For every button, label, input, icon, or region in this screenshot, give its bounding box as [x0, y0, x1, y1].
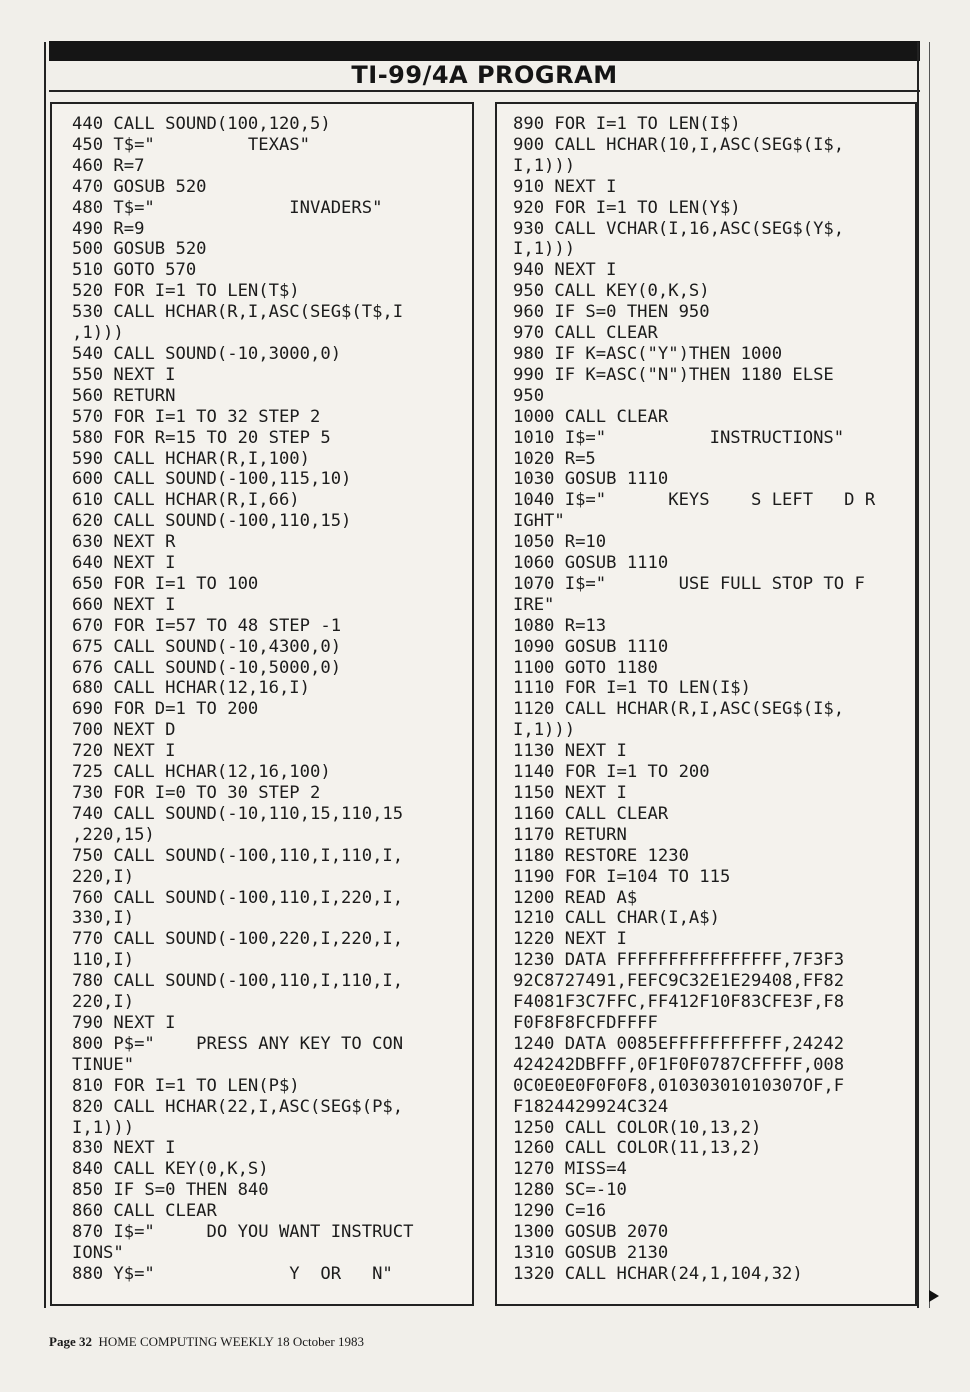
page-frame-right — [917, 42, 919, 1308]
page-frame-left — [44, 42, 46, 1308]
code-line: F0F8F8FCFDFFFF — [513, 1012, 658, 1033]
code-line: IONS" — [72, 1242, 124, 1263]
code-line: 660 NEXT I — [72, 594, 176, 615]
code-line: 1130 NEXT I — [513, 741, 627, 762]
continue-arrow-icon — [929, 1290, 939, 1302]
code-line: 1140 FOR I=1 TO 200 — [513, 762, 710, 783]
code-line: I,1))) — [513, 720, 576, 741]
code-line: 1040 I$=" KEYS S LEFT D R — [513, 490, 876, 511]
code-line: 1100 GOTO 1180 — [513, 657, 658, 678]
code-line: 1310 GOSUB 2130 — [513, 1242, 669, 1263]
code-line: 940 NEXT I — [513, 260, 617, 281]
code-line: 730 FOR I=0 TO 30 STEP 2 — [72, 783, 321, 803]
page-footer — [49, 1334, 364, 1350]
code-line: 1290 C=16 — [513, 1201, 607, 1222]
code-line: 860 CALL CLEAR — [72, 1201, 217, 1222]
code-line: 740 CALL SOUND(-10,110,15,110,15 — [72, 803, 404, 824]
code-line: 530 CALL HCHAR(R,I,ASC(SEG$(T$,I — [72, 302, 404, 323]
code-line: I,1))) — [513, 239, 576, 260]
code-line: 560 RETURN — [72, 385, 176, 406]
code-line: IRE" — [513, 594, 555, 615]
code-line: 540 CALL SOUND(-10,3000,0) — [72, 343, 342, 364]
code-line: F1824429924C324 — [513, 1096, 669, 1117]
code-line: 780 CALL SOUND(-100,110,I,110,I, — [72, 971, 404, 992]
code-line: 1180 RESTORE 1230 — [513, 845, 689, 866]
code-line: 610 CALL HCHAR(R,I,66) — [72, 490, 300, 511]
code-line: 1010 I$=" INSTRUCTIONS" — [513, 427, 845, 448]
code-line: 470 GOSUB 520 — [72, 176, 207, 197]
code-line: 810 FOR I=1 TO LEN(P$) — [72, 1075, 300, 1096]
code-line: 920 FOR I=1 TO LEN(Y$) — [513, 197, 741, 218]
code-line: 770 CALL SOUND(-100,220,I,220,I, — [72, 929, 404, 950]
code-line: 510 GOTO 570 — [72, 260, 197, 281]
code-line: 630 NEXT R — [72, 532, 176, 553]
code-listing-right — [497, 104, 915, 1285]
code-line: 1160 CALL CLEAR — [513, 803, 669, 824]
code-line: 590 CALL HCHAR(R,I,100) — [72, 448, 310, 469]
code-line: 1270 MISS=4 — [513, 1159, 627, 1180]
code-line: 1120 CALL HCHAR(R,I,ASC(SEG$(I$, — [513, 699, 845, 720]
code-line: 424242DBFFF,0F1F0F0787CFFFFF,008 — [513, 1054, 845, 1075]
code-line: 1280 SC=-10 — [513, 1180, 627, 1201]
code-line: 570 FOR I=1 TO 32 STEP 2 — [72, 406, 321, 427]
code-line: 1060 GOSUB 1110 — [513, 553, 669, 574]
code-line: 220,I) — [72, 866, 135, 887]
code-line: 1250 CALL COLOR(10,13,2) — [513, 1117, 762, 1138]
code-line: 820 CALL HCHAR(22,I,ASC(SEG$(P$, — [72, 1096, 404, 1117]
code-line: 880 Y$=" Y OR N" — [72, 1263, 393, 1284]
code-line: 550 NEXT I — [72, 364, 176, 385]
code-line: 1080 R=13 — [513, 615, 607, 636]
listing-panel-right — [495, 102, 917, 1306]
code-line: 990 IF K=ASC("N")THEN 1180 ELSE — [513, 364, 834, 385]
code-line: ,1))) — [72, 323, 124, 344]
code-line: 600 CALL SOUND(-100,115,10) — [72, 469, 352, 490]
code-line: 1050 R=10 — [513, 532, 607, 553]
code-line: 1030 GOSUB 1110 — [513, 469, 669, 490]
code-line: 960 IF S=0 THEN 950 — [513, 302, 710, 323]
code-line: 1320 CALL HCHAR(24,1,104,32) — [513, 1263, 803, 1284]
code-line: 676 CALL SOUND(-10,5000,0) — [72, 657, 342, 678]
code-line: 1200 READ A$ — [513, 887, 638, 908]
code-line: 790 NEXT I — [72, 1012, 176, 1033]
code-line: 750 CALL SOUND(-100,110,I,110,I, — [72, 845, 404, 866]
code-line: 980 IF K=ASC("Y")THEN 1000 — [513, 343, 783, 364]
code-line: 930 CALL VCHAR(I,16,ASC(SEG$(Y$, — [513, 218, 845, 239]
code-line: 1230 DATA FFFFFFFFFFFFFFFF,7F3F3 — [513, 950, 845, 971]
listing-panel-left — [50, 102, 474, 1306]
code-line: 900 CALL HCHAR(10,I,ASC(SEG$(I$, — [513, 134, 845, 155]
code-line: 460 R=7 — [72, 155, 145, 176]
code-line: 520 FOR I=1 TO LEN(T$) — [72, 281, 300, 302]
page-frame-right-outer — [929, 42, 930, 1308]
code-line: 500 GOSUB 520 — [72, 239, 207, 260]
code-line: 1020 R=5 — [513, 448, 596, 469]
code-line: 700 NEXT D — [72, 720, 176, 741]
code-line: TINUE" — [72, 1054, 135, 1075]
code-line: 910 NEXT I — [513, 176, 617, 197]
code-line: 725 CALL HCHAR(12,16,100) — [72, 762, 331, 783]
code-line: 830 NEXT I — [72, 1138, 176, 1159]
code-line: 440 CALL SOUND(100,120,5) — [72, 114, 331, 134]
code-line: 850 IF S=0 THEN 840 — [72, 1180, 269, 1201]
code-line: 1190 FOR I=104 TO 115 — [513, 866, 731, 887]
code-line: 890 FOR I=1 TO LEN(I$) — [513, 114, 741, 134]
code-line: 1300 GOSUB 2070 — [513, 1222, 669, 1243]
code-line: 690 FOR D=1 TO 200 — [72, 699, 259, 720]
code-line: 0C0E0E0F0F0F8,01030301010307OF,F — [513, 1075, 845, 1096]
code-line: 92C8727491,FEFC9C32E1E29408,FF82 — [513, 971, 845, 992]
code-line: 640 NEXT I — [72, 553, 176, 574]
code-line: F4081F3C7FFC,FF412F10F83CFE3F,F8 — [513, 992, 845, 1013]
code-line: 490 R=9 — [72, 218, 145, 239]
code-line: 330,I) — [72, 908, 135, 929]
publication-info: HOME COMPUTING WEEKLY 18 October 1983 — [98, 1334, 364, 1349]
header-rule — [49, 90, 920, 92]
code-line: I,1))) — [72, 1117, 135, 1138]
code-line: 950 CALL KEY(0,K,S) — [513, 281, 710, 302]
code-line: 670 FOR I=57 TO 48 STEP -1 — [72, 615, 342, 636]
code-line: 1000 CALL CLEAR — [513, 406, 669, 427]
code-line: 450 T$=" TEXAS" — [72, 134, 310, 155]
code-line: 1150 NEXT I — [513, 783, 627, 803]
code-line: 1090 GOSUB 1110 — [513, 636, 669, 657]
code-line: IGHT" — [513, 511, 565, 532]
code-line: 580 FOR R=15 TO 20 STEP 5 — [72, 427, 331, 448]
header-black-bar — [49, 41, 920, 61]
code-line: 1240 DATA 0085EFFFFFFFFFFF,24242 — [513, 1033, 845, 1054]
page-title: TI-99/4A PROGRAM — [351, 61, 618, 89]
code-line: 680 CALL HCHAR(12,16,I) — [72, 678, 310, 699]
code-line: 950 — [513, 385, 545, 406]
code-line: 675 CALL SOUND(-10,4300,0) — [72, 636, 342, 657]
code-line: 760 CALL SOUND(-100,110,I,220,I, — [72, 887, 404, 908]
code-line: 110,I) — [72, 950, 135, 971]
code-line: 840 CALL KEY(0,K,S) — [72, 1159, 269, 1180]
code-line: 870 I$=" DO YOU WANT INSTRUCT — [72, 1222, 414, 1243]
code-line: 220,I) — [72, 992, 135, 1013]
code-line: I,1))) — [513, 155, 576, 176]
page-number: Page 32 — [49, 1334, 92, 1349]
code-line: 1070 I$=" USE FULL STOP TO F — [513, 573, 865, 594]
code-line: 1220 NEXT I — [513, 929, 627, 950]
code-line: ,220,15) — [72, 824, 155, 845]
code-line: 800 P$=" PRESS ANY KEY TO CON — [72, 1033, 404, 1054]
code-line: 650 FOR I=1 TO 100 — [72, 573, 259, 594]
code-listing-left — [52, 104, 472, 1285]
code-line: 1170 RETURN — [513, 824, 627, 845]
code-line: 1210 CALL CHAR(I,A$) — [513, 908, 720, 929]
code-line: 480 T$=" INVADERS" — [72, 197, 383, 218]
code-line: 970 CALL CLEAR — [513, 323, 658, 344]
code-line: 1260 CALL COLOR(11,13,2) — [513, 1138, 762, 1159]
code-line: 620 CALL SOUND(-100,110,15) — [72, 511, 352, 532]
code-line: 1110 FOR I=1 TO LEN(I$) — [513, 678, 751, 699]
code-line: 720 NEXT I — [72, 741, 176, 762]
